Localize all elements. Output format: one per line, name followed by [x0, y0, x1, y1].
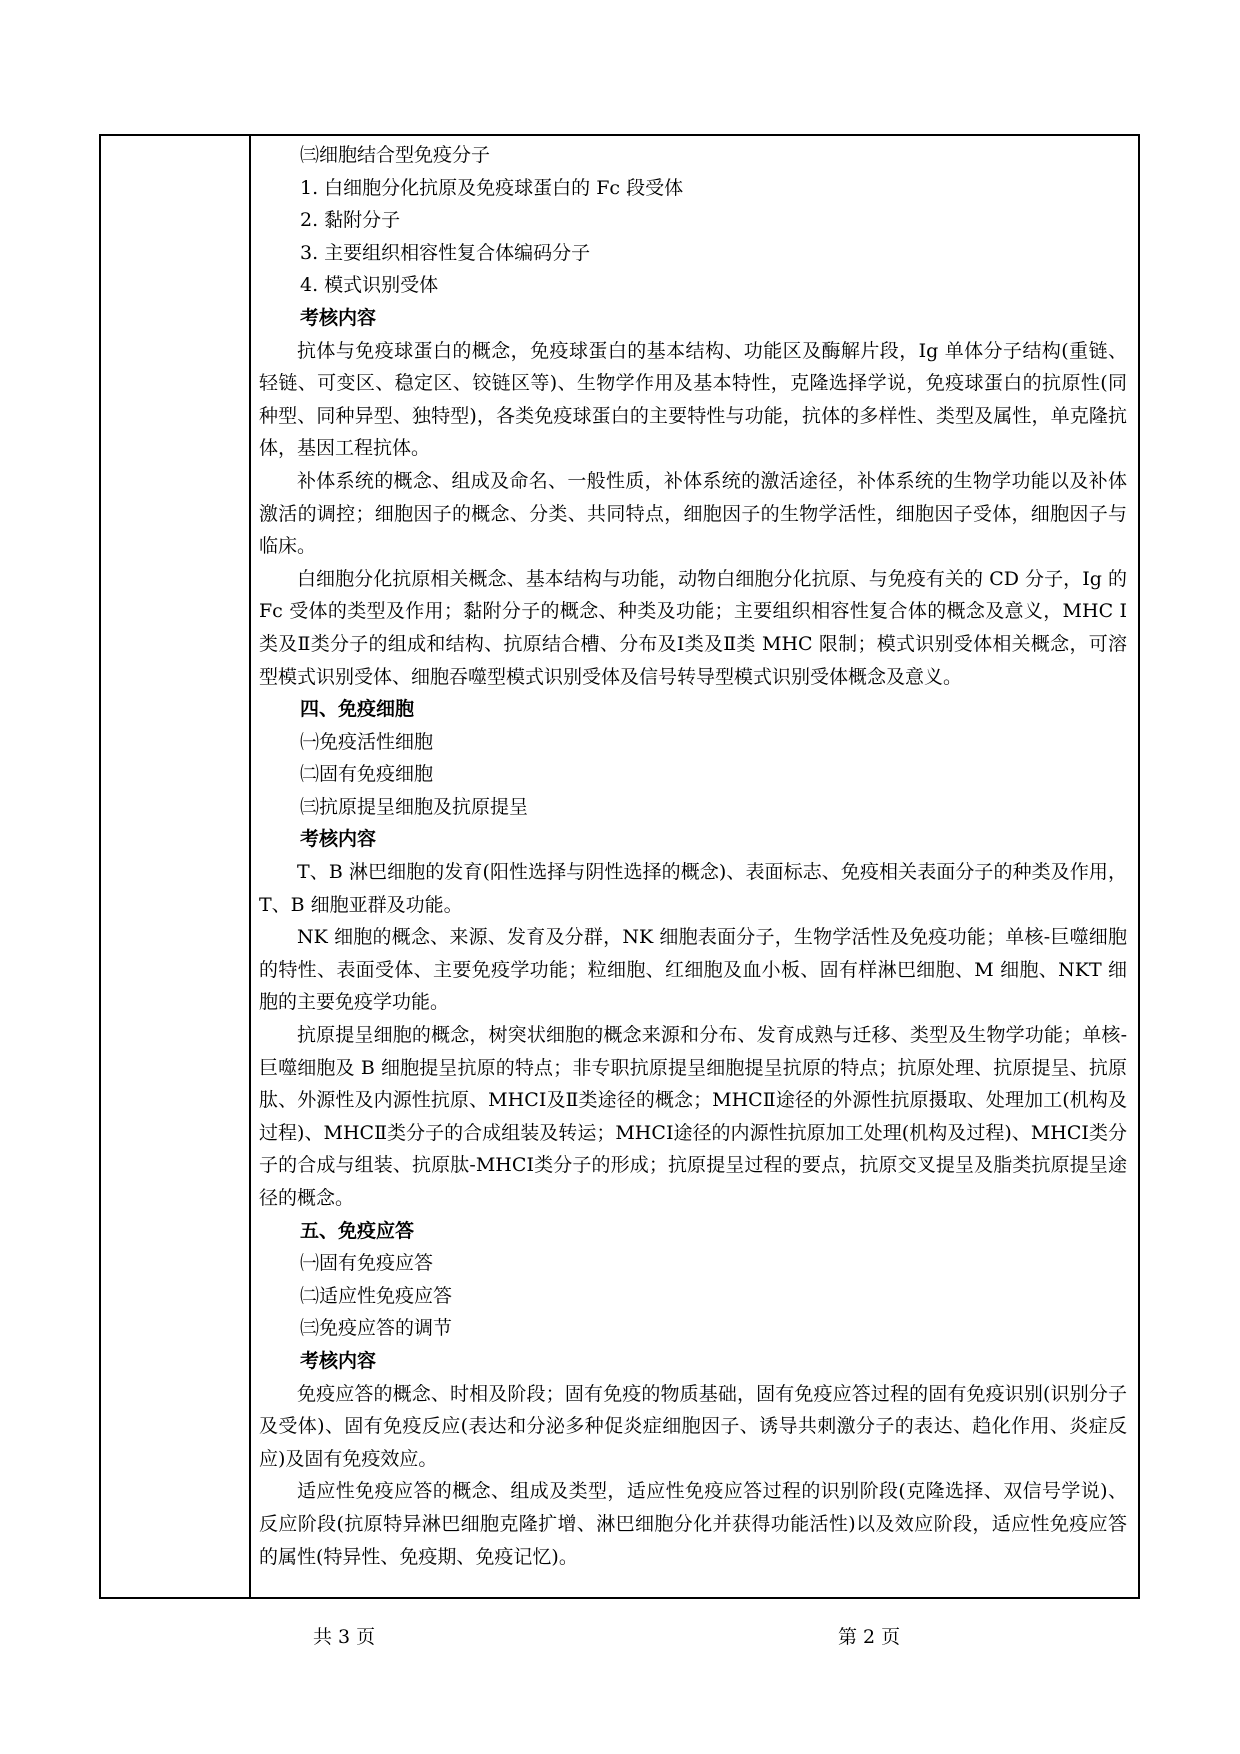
paragraph: 抗体与免疫球蛋白的概念，免疫球蛋白的基本结构、功能区及酶解片段，Ig 单体分子结构(重链、轻链、可变区、稳定区、铰链区等)、生物学作用及基本特性，克隆选择学说，免疫球蛋白的抗原性(同种型、同种异型、独特型)，各类免疫球蛋白的主要特性与功能，抗体的多样性、类型及属性，单克隆抗体，基因工程抗体。	[259, 339, 1127, 460]
paragraph: 免疫应答的概念、时相及阶段；固有免疫的物质基础，固有免疫应答过程的固有免疫识别(识别分子及受体)、固有免疫反应(表达和分泌多种促炎症细胞因子、诱导共刺激分子的表达、趋化作用、炎症反应)及固有免疫效应。	[259, 1382, 1127, 1470]
paragraph: 白细胞分化抗原相关概念、基本结构与功能，动物白细胞分化抗原、与免疫有关的 CD 分子，Ig 的 Fc 受体的类型及作用；黏附分子的概念、种类及功能；主要组织相容性复合体的概念及意义，MHC Ⅰ类及Ⅱ类分子的组成和结构、抗原结合槽、分布及Ⅰ类及Ⅱ类 MHC 限制；模式识别受体相关概念，可溶型模式识别受体、细胞吞噬型模式识别受体及信号转导型模式识别受体概念及意义。	[259, 567, 1127, 688]
list-item: 1. 白细胞分化抗原及免疫球蛋白的 Fc 段受体	[300, 176, 684, 199]
list-item: ㈢免疫应答的调节	[300, 1317, 453, 1340]
table-content-cell	[259, 139, 1127, 1573]
paragraph: NK 细胞的概念、来源、发育及分群，NK 细胞表面分子，生物学活性及免疫功能；单核-巨噬细胞的特性、表面受体、主要免疫学功能；粒细胞、红细胞及血小板、固有样淋巴细胞、M 细胞、NKT 细胞的主要免疫学功能。	[259, 926, 1127, 1014]
paragraph: 补体系统的概念、组成及命名、一般性质，补体系统的激活途径，补体系统的生物学功能以及补体激活的调控；细胞因子的概念、分类、共同特点，细胞因子的生物学活性，细胞因子受体，细胞因子与临床。	[259, 469, 1127, 558]
list-item: 2. 黏附分子	[300, 209, 401, 232]
section-title: 五、免疫应答	[300, 1219, 415, 1242]
assessment-heading: 考核内容	[300, 828, 377, 851]
content-table	[99, 134, 1140, 1599]
list-item: 3. 主要组织相容性复合体编码分子	[300, 241, 591, 264]
assessment-heading: 考核内容	[300, 306, 377, 329]
list-item: ㈠免疫活性细胞	[300, 730, 434, 753]
total-pages: 共 3 页	[313, 1626, 376, 1648]
list-item: ㈡固有免疫细胞	[300, 763, 434, 786]
section-title: 四、免疫细胞	[300, 698, 415, 721]
list-item: ㈢抗原提呈细胞及抗原提呈	[300, 795, 529, 818]
assessment-heading: 考核内容	[300, 1349, 377, 1372]
paragraph: 抗原提呈细胞的概念，树突状细胞的概念来源和分布、发育成熟与迁移、类型及生物学功能；单核-巨噬细胞及 B 细胞提呈抗原的特点；非专职抗原提呈细胞提呈抗原的特点；抗原处理、抗原提呈、抗原肽、外源性及内源性抗原、MHCⅠ及Ⅱ类途径的概念；MHCⅡ途径的外源性抗原摄取、处理加工(机构及过程)、MHCⅡ类分子的合成组装及转运；MHCⅠ途径的内源性抗原加工处理(机构及过程)、MHCⅠ类分子的合成与组装、抗原肽-MHCⅠ类分子的形成；抗原提呈过程的要点，抗原交叉提呈及脂类抗原提呈途径的概念。	[259, 1024, 1127, 1209]
list-item: ㈠固有免疫应答	[300, 1252, 434, 1275]
subsection-heading: ㈢细胞结合型免疫分子	[300, 144, 491, 166]
table-left-column	[101, 136, 251, 1597]
paragraph: T、B 淋巴细胞的发育(阳性选择与阴性选择的概念)、表面标志、免疫相关表面分子的种类及作用，T、B 细胞亚群及功能。	[259, 861, 1127, 916]
list-item: 4. 模式识别受体	[300, 274, 439, 297]
paragraph: 适应性免疫应答的概念、组成及类型，适应性免疫应答过程的识别阶段(克隆选择、双信号学说)、反应阶段(抗原特异淋巴细胞克隆扩增、淋巴细胞分化并获得功能活性)以及效应阶段，适应性免疫应答的属性(特异性、免疫期、免疫记忆)。	[259, 1480, 1127, 1568]
current-page: 第 2 页	[838, 1626, 901, 1648]
list-item: ㈡适应性免疫应答	[300, 1284, 453, 1307]
